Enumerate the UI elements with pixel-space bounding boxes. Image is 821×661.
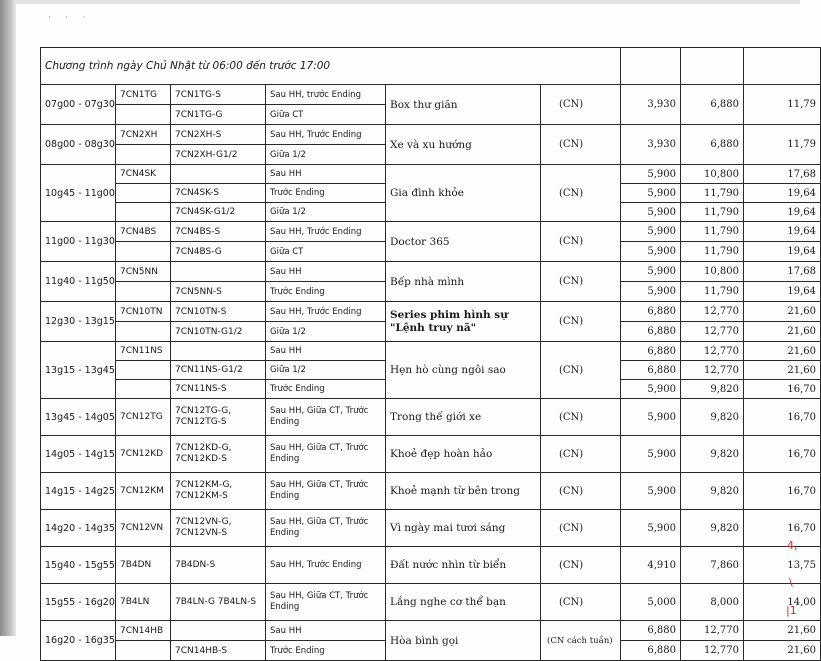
program-name: Trong thế giới xe <box>386 399 541 436</box>
table-row <box>41 222 821 242</box>
spot-code: 7CN14HB-S <box>171 641 266 661</box>
table-row <box>41 125 821 145</box>
spot-code: 7B4LN-G 7B4LN-S <box>171 584 266 621</box>
program-day-tag: (CN) <box>541 436 621 473</box>
price-10s: 6,880 <box>621 342 681 361</box>
price-10s: 3,930 <box>621 85 681 125</box>
price-10s: 5,900 <box>621 203 681 222</box>
header-empty-cell <box>621 48 681 85</box>
program-day-tag: (CN) <box>541 222 621 262</box>
program-day-tag: (CN) <box>541 342 621 399</box>
program-name: Box thư giãn <box>386 85 541 125</box>
spot-code: 7CN11NS-G1/2 <box>171 361 266 380</box>
program-day-tag: (CN) <box>541 399 621 436</box>
price-10s: 5,900 <box>621 510 681 547</box>
spot-code: 7CN5NN-S <box>171 282 266 302</box>
table-row <box>41 436 821 473</box>
handwritten-mark: 4, <box>787 539 798 552</box>
program-day-tag: (CN) <box>541 85 621 125</box>
spot-position: Sau HH, Giữa CT, Trước Ending <box>266 436 386 473</box>
program-code: 7CN11NS <box>116 342 171 361</box>
spot-position: Sau HH, Trước Ending <box>266 547 386 584</box>
price-30s: 14,00 <box>744 584 821 621</box>
program-code: 7B4DN <box>116 547 171 584</box>
time-slot: 14g20 - 14g35 <box>41 510 116 547</box>
price-10s: 6,880 <box>621 361 681 380</box>
time-slot: 13g15 - 13g45 <box>41 342 116 399</box>
spot-code: 7CN10TN-G1/2 <box>171 322 266 342</box>
time-slot: 15g55 - 16g20 <box>41 584 116 621</box>
time-slot: 14g15 - 14g25 <box>41 473 116 510</box>
program-code: 7CN12VN <box>116 510 171 547</box>
program-day-tag: (CN) <box>541 125 621 165</box>
program-day-tag: (CN) <box>541 584 621 621</box>
spot-position: Sau HH, Giữa CT, Trước Ending <box>266 399 386 436</box>
spot-position: Trước Ending <box>266 380 386 399</box>
table-row <box>41 621 821 641</box>
price-10s: 5,900 <box>621 282 681 302</box>
program-day-tag: (CN) <box>541 510 621 547</box>
price-10s: 5,900 <box>621 399 681 436</box>
program-name: Gia đình khỏe <box>386 165 541 222</box>
spot-code: 7CN12VN-G, 7CN12VN-S <box>171 510 266 547</box>
spot-code: 7CN4BS-S <box>171 222 266 242</box>
spot-code: 7CN4SK-S <box>171 184 266 203</box>
price-10s: 6,880 <box>621 621 681 641</box>
spot-position: Trước Ending <box>266 282 386 302</box>
program-code <box>116 242 171 262</box>
price-20s: 9,820 <box>681 436 744 473</box>
time-slot: 15g40 - 15g55 <box>41 547 116 584</box>
table-row <box>41 473 821 510</box>
spot-position: Giữa 1/2 <box>266 145 386 165</box>
time-slot: 08g00 - 08g30 <box>41 125 116 165</box>
price-10s: 5,900 <box>621 165 681 184</box>
program-code <box>116 641 171 661</box>
program-code: 7CN12KM <box>116 473 171 510</box>
program-day-tag: (CN) <box>541 262 621 302</box>
program-code <box>116 380 171 399</box>
program-day-tag: (CN) <box>541 302 621 342</box>
table-title-row <box>41 48 821 85</box>
price-30s: 17,68 <box>744 165 821 184</box>
program-name: Vì ngày mai tươi sáng <box>386 510 541 547</box>
program-code <box>116 361 171 380</box>
price-30s: 19,64 <box>744 222 821 242</box>
table-row <box>41 547 821 584</box>
spot-position: Sau HH, Trước Ending <box>266 302 386 322</box>
program-day-tag: (CN cách tuần) <box>541 621 621 661</box>
spot-code <box>171 342 266 361</box>
program-code: 7CN12TG <box>116 399 171 436</box>
spot-position: Sau HH, trước Ending <box>266 85 386 105</box>
spot-position: Giữa CT <box>266 105 386 125</box>
price-30s: 19,64 <box>744 242 821 262</box>
spot-code: 7CN12TG-G, 7CN12TG-S <box>171 399 266 436</box>
spot-code: 7CN11NS-S <box>171 380 266 399</box>
price-10s: 5,900 <box>621 473 681 510</box>
spot-code: 7CN1TG-G <box>171 105 266 125</box>
spot-code: 7CN2XH-S <box>171 125 266 145</box>
spot-position: Sau HH, Giữa CT, Trước Ending <box>266 584 386 621</box>
spot-code <box>171 262 266 282</box>
price-20s: 12,770 <box>681 361 744 380</box>
price-20s: 12,770 <box>681 621 744 641</box>
price-20s: 9,820 <box>681 510 744 547</box>
price-10s: 3,930 <box>621 125 681 165</box>
time-slot: 12g30 - 13g15 <box>41 302 116 342</box>
spot-position: Sau HH <box>266 342 386 361</box>
spot-position: Giữa 1/2 <box>266 322 386 342</box>
program-name: Hẹn hò cùng ngôi sao <box>386 342 541 399</box>
price-20s: 11,790 <box>681 222 744 242</box>
program-name: Lắng nghe cơ thể bạn <box>386 584 541 621</box>
price-30s: 21,60 <box>744 621 821 641</box>
time-slot: 07g00 - 07g30 <box>41 85 116 125</box>
price-30s: 19,64 <box>744 184 821 203</box>
price-30s: 19,64 <box>744 203 821 222</box>
table-row <box>41 262 821 282</box>
scan-specks: ˙ ˙ ˙ <box>48 15 92 25</box>
spot-position: Sau HH <box>266 621 386 641</box>
program-name: Series phim hình sự "Lệnh truy nã" <box>386 302 541 342</box>
scan-shadow-edge <box>0 0 16 636</box>
price-30s: 16,70 <box>744 510 821 547</box>
spot-code: 7CN2XH-G1/2 <box>171 145 266 165</box>
program-code: 7CN2XH <box>116 125 171 145</box>
program-code <box>116 105 171 125</box>
price-20s: 11,790 <box>681 203 744 222</box>
price-20s: 6,880 <box>681 85 744 125</box>
price-30s: 16,70 <box>744 473 821 510</box>
time-slot: 14g05 - 14g15 <box>41 436 116 473</box>
program-code <box>116 282 171 302</box>
price-10s: 5,900 <box>621 436 681 473</box>
table-row <box>41 165 821 184</box>
table-row <box>41 510 821 547</box>
program-day-tag: (CN) <box>541 547 621 584</box>
price-10s: 6,880 <box>621 322 681 342</box>
program-day-tag: (CN) <box>541 473 621 510</box>
price-30s: 11,79 <box>744 125 821 165</box>
spot-code: 7CN1TG-S <box>171 85 266 105</box>
spot-code: 7CN4SK-G1/2 <box>171 203 266 222</box>
spot-position: Sau HH, Trước Ending <box>266 125 386 145</box>
spot-position: Trước Ending <box>266 184 386 203</box>
program-code: 7CN4SK <box>116 165 171 184</box>
table-row <box>41 399 821 436</box>
spot-position: Sau HH, Giữa CT, Trước Ending <box>266 473 386 510</box>
price-20s: 9,820 <box>681 399 744 436</box>
scan-top-edge <box>16 0 800 4</box>
spot-code: 7B4DN-S <box>171 547 266 584</box>
price-30s: 21,60 <box>744 641 821 661</box>
program-code: 7CN14HB <box>116 621 171 641</box>
price-20s: 12,770 <box>681 342 744 361</box>
price-20s: 9,820 <box>681 380 744 399</box>
table-row <box>41 85 821 105</box>
price-30s: 13,75 <box>744 547 821 584</box>
price-30s: 19,64 <box>744 282 821 302</box>
time-slot: 13g45 - 14g05 <box>41 399 116 436</box>
program-code: 7CN1TG <box>116 85 171 105</box>
program-code: 7CN5NN <box>116 262 171 282</box>
price-10s: 6,880 <box>621 641 681 661</box>
price-10s: 5,900 <box>621 380 681 399</box>
price-10s: 6,880 <box>621 302 681 322</box>
program-name: Xe và xu hướng <box>386 125 541 165</box>
price-30s: 21,60 <box>744 342 821 361</box>
time-slot: 10g45 - 11g00 <box>41 165 116 222</box>
schedule-table <box>40 47 821 661</box>
spot-position: Trước Ending <box>266 641 386 661</box>
spot-position: Sau HH, Trước Ending <box>266 222 386 242</box>
price-20s: 6,880 <box>681 125 744 165</box>
price-10s: 5,900 <box>621 242 681 262</box>
program-name: Hòa bình gọi <box>386 621 541 661</box>
price-20s: 11,790 <box>681 242 744 262</box>
handwritten-mark: \ <box>789 576 793 589</box>
price-20s: 11,790 <box>681 184 744 203</box>
program-code: 7CN4BS <box>116 222 171 242</box>
spot-position: Giữa 1/2 <box>266 203 386 222</box>
price-20s: 10,800 <box>681 165 744 184</box>
spot-code <box>171 165 266 184</box>
price-30s: 16,70 <box>744 436 821 473</box>
program-name: Khoẻ mạnh từ bên trong <box>386 473 541 510</box>
program-name: Khoẻ đẹp hoàn hảo <box>386 436 541 473</box>
schedule-document <box>40 47 820 661</box>
spot-code: 7CN12KM-G, 7CN12KM-S <box>171 473 266 510</box>
program-code <box>116 145 171 165</box>
price-20s: 12,770 <box>681 302 744 322</box>
price-30s: 16,70 <box>744 399 821 436</box>
program-code: 7B4LN <box>116 584 171 621</box>
spot-position: Sau HH <box>266 165 386 184</box>
table-row <box>41 302 821 322</box>
spot-code: 7CN12KD-G, 7CN12KD-S <box>171 436 266 473</box>
spot-code: 7CN4BS-G <box>171 242 266 262</box>
program-code: 7CN10TN <box>116 302 171 322</box>
price-20s: 11,790 <box>681 282 744 302</box>
header-empty-cell <box>744 48 821 85</box>
price-10s: 5,900 <box>621 184 681 203</box>
price-30s: 21,60 <box>744 302 821 322</box>
spot-position: Sau HH, Giữa CT, Trước Ending <box>266 510 386 547</box>
program-code: 7CN12KD <box>116 436 171 473</box>
spot-code <box>171 621 266 641</box>
time-slot: 16g20 - 16g35 <box>41 621 116 661</box>
table-row <box>41 584 821 621</box>
price-30s: 16,70 <box>744 380 821 399</box>
price-20s: 8,000 <box>681 584 744 621</box>
program-code <box>116 184 171 203</box>
spot-code: 7CN10TN-S <box>171 302 266 322</box>
table-title: Chương trình ngày Chủ Nhật từ 06:00 đến trước 17:00 <box>41 48 621 85</box>
program-day-tag: (CN) <box>541 165 621 222</box>
program-code <box>116 203 171 222</box>
price-10s: 5,900 <box>621 222 681 242</box>
price-30s: 21,60 <box>744 322 821 342</box>
header-empty-cell <box>681 48 744 85</box>
price-10s: 5,900 <box>621 262 681 282</box>
time-slot: 11g00 - 11g30 <box>41 222 116 262</box>
program-name: Đất nước nhìn từ biển <box>386 547 541 584</box>
price-30s: 21,60 <box>744 361 821 380</box>
spot-position: Sau HH <box>266 262 386 282</box>
spot-position: Giữa 1/2 <box>266 361 386 380</box>
price-20s: 12,770 <box>681 641 744 661</box>
price-20s: 9,820 <box>681 473 744 510</box>
price-10s: 5,000 <box>621 584 681 621</box>
spot-position: Giữa CT <box>266 242 386 262</box>
price-10s: 4,910 <box>621 547 681 584</box>
table-row <box>41 342 821 361</box>
price-30s: 11,79 <box>744 85 821 125</box>
handwritten-mark: |1 <box>786 604 797 617</box>
price-20s: 7,860 <box>681 547 744 584</box>
price-20s: 12,770 <box>681 322 744 342</box>
program-code <box>116 322 171 342</box>
price-20s: 10,800 <box>681 262 744 282</box>
program-name: Bếp nhà mình <box>386 262 541 302</box>
program-name: Doctor 365 <box>386 222 541 262</box>
time-slot: 11g40 - 11g50 <box>41 262 116 302</box>
price-30s: 17,68 <box>744 262 821 282</box>
